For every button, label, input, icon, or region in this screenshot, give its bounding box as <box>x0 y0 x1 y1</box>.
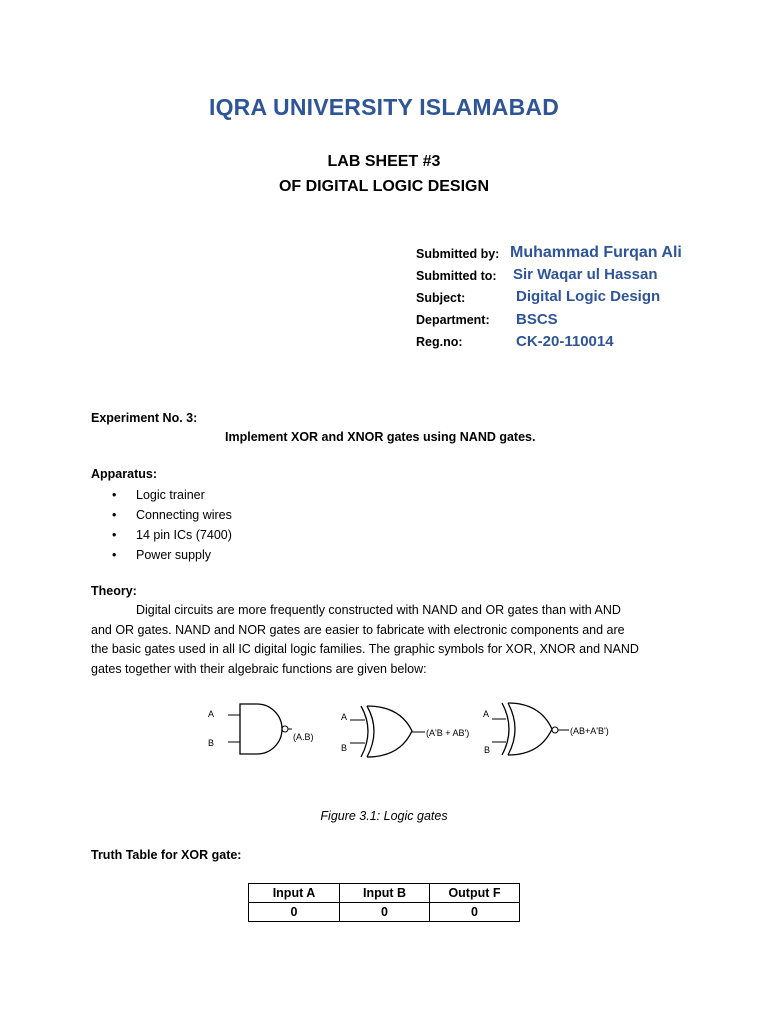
nand-gate-symbol <box>208 704 314 754</box>
list-item <box>112 506 232 526</box>
submitted-to-value: Sir Waqar ul Hassan <box>513 266 658 283</box>
nand-input-a: A <box>208 709 215 719</box>
xor-gate-symbol <box>341 706 469 757</box>
theory-line: and OR gates. NAND and NOR gates are easier to fabricate with electronic components and are <box>91 622 625 637</box>
apparatus-item: Logic trainer <box>136 488 205 502</box>
header-output-f: Output F <box>430 884 520 903</box>
header-input-a: Input A <box>249 884 340 903</box>
regno-value: CK-20-110014 <box>516 333 614 350</box>
regno-label: Reg.no: <box>416 335 463 349</box>
theory-line: the basic gates used in all IC digital logic families. The graphic symbols for XOR, XNOR and NAND <box>91 642 639 656</box>
department-value: BSCS <box>516 311 558 328</box>
bullet: • <box>112 508 117 522</box>
xnor-output: (AB+A'B') <box>570 726 609 736</box>
xor-output: (A'B + AB') <box>426 728 470 738</box>
lab-sheet-title: LAB SHEET #3 <box>327 153 441 170</box>
submitted-to-label: Submitted to: <box>416 269 497 283</box>
theory-paragraph <box>91 601 691 679</box>
university-title: IQRA UNIVERSITY ISLAMABAD <box>208 94 560 120</box>
apparatus-item: 14 pin ICs (7400) <box>136 528 232 542</box>
figure-caption: Figure 3.1: Logic gates <box>320 809 448 823</box>
bullet: • <box>112 548 117 562</box>
apparatus-list <box>112 486 232 566</box>
department-label: Department: <box>416 313 490 327</box>
experiment-title: Experiment No. 3: <box>91 411 198 425</box>
xnor-input-a: A <box>483 709 490 719</box>
table-cell: 0 <box>340 903 430 922</box>
apparatus-title: Apparatus: <box>91 467 157 481</box>
header-input-b: Input B <box>340 884 430 903</box>
nand-output: (A.B) <box>293 732 314 742</box>
nand-input-b: B <box>208 738 215 748</box>
experiment-description: Implement XOR and XNOR gates using NAND gates. <box>225 430 536 444</box>
bullet: • <box>112 528 117 542</box>
list-item <box>112 486 232 506</box>
bullet: • <box>112 488 117 502</box>
table-row <box>249 903 520 922</box>
xor-input-a: A <box>341 712 348 722</box>
course-title: OF DIGITAL LOGIC DESIGN <box>278 178 490 195</box>
subject-value: Digital Logic Design <box>516 288 661 305</box>
submitted-by-value: Muhammad Furqan Ali <box>510 244 682 261</box>
theory-title: Theory: <box>91 584 137 598</box>
xor-input-b: B <box>341 743 348 753</box>
submitted-by-label: Submitted by: <box>416 247 500 261</box>
logic-gates-figure <box>195 695 615 765</box>
list-item <box>112 526 232 546</box>
subject-label: Subject: <box>416 291 466 305</box>
truth-table-title: Truth Table for XOR gate: <box>91 848 242 862</box>
table-cell: 0 <box>249 903 340 922</box>
table-header-row <box>249 884 520 903</box>
truth-table <box>248 883 520 922</box>
list-item <box>112 546 232 566</box>
apparatus-item: Power supply <box>136 548 212 562</box>
apparatus-item: Connecting wires <box>136 508 232 522</box>
theory-line: gates together with their algebraic functions are given below: <box>91 661 427 676</box>
xnor-gate-symbol <box>483 703 609 755</box>
xnor-input-b: B <box>484 745 491 755</box>
theory-line: Digital circuits are more frequently constructed with NAND and OR gates than with AND <box>136 603 621 617</box>
table-cell: 0 <box>430 903 520 922</box>
